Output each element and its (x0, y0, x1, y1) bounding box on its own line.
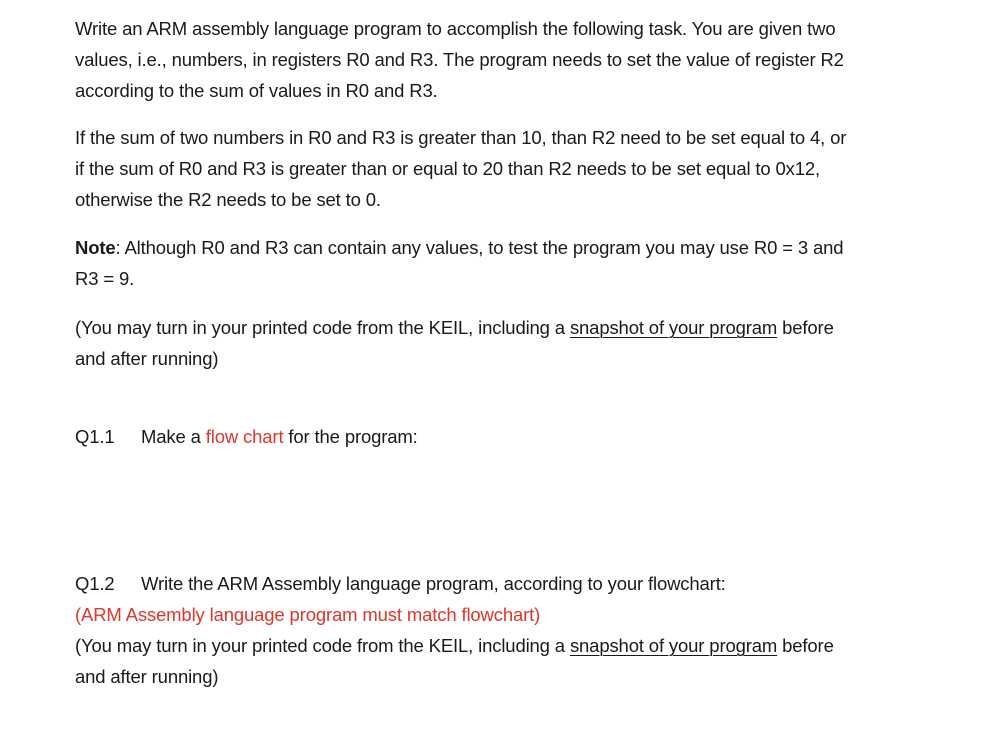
question-1-1 (75, 421, 935, 452)
submission-paragraph (75, 312, 935, 374)
note-paragraph (75, 232, 935, 294)
snapshot-link-text: snapshot of your program (569, 317, 778, 338)
q12-snapshot-link-text: snapshot of your program (569, 635, 778, 656)
intro-line-2: values, i.e., numbers, in registers R0 and R3. The program needs to set the value of register R2 (75, 49, 844, 70)
q12-line-4: and after running) (75, 666, 219, 687)
q12-submission-post: before (777, 635, 834, 656)
q12-line-1 (75, 568, 935, 599)
note-text: : Although R0 and R3 can contain any values, to test the program you may use R0 = 3 and (115, 237, 844, 258)
q12-requirement-line: (ARM Assembly language program must match flowchart) (75, 604, 541, 625)
q12-number: Q1.2 (75, 573, 115, 594)
question-1-2 (75, 568, 935, 692)
note-line-2: R3 = 9. (75, 268, 135, 289)
condition-paragraph (75, 122, 935, 215)
submission-line-2: and after running) (75, 348, 219, 369)
condition-line-1: If the sum of two numbers in R0 and R3 is greater than 10, than R2 need to be set equal to 4, or (75, 127, 847, 148)
submission-text-post: before (777, 317, 834, 338)
condition-line-2: if the sum of R0 and R3 is greater than or equal to 20 than R2 needs to be set equal to 0x12, (75, 158, 821, 179)
intro-paragraph (75, 13, 935, 106)
q11-text-post: for the program: (283, 426, 418, 447)
note-label: Note (75, 237, 116, 258)
q11-flow-chart-text: flow chart (205, 426, 284, 447)
q12-line-3 (75, 630, 935, 661)
q11-text-pre: Make a (141, 426, 206, 447)
intro-line-3: according to the sum of values in R0 and R3. (75, 80, 438, 101)
submission-text-pre: (You may turn in your printed code from the KEIL, including a (75, 317, 570, 338)
q12-submission-pre: (You may turn in your printed code from the KEIL, including a (75, 635, 570, 656)
condition-line-3: otherwise the R2 needs to be set to 0. (75, 189, 381, 210)
note-line-1 (75, 232, 935, 263)
q11-line (75, 421, 935, 452)
submission-line-1 (75, 312, 935, 343)
q12-text: Write the ARM Assembly language program, according to your flowchart: (141, 573, 726, 594)
intro-line-1: Write an ARM assembly language program to accomplish the following task. You are given two (75, 18, 836, 39)
q11-number: Q1.1 (75, 426, 115, 447)
